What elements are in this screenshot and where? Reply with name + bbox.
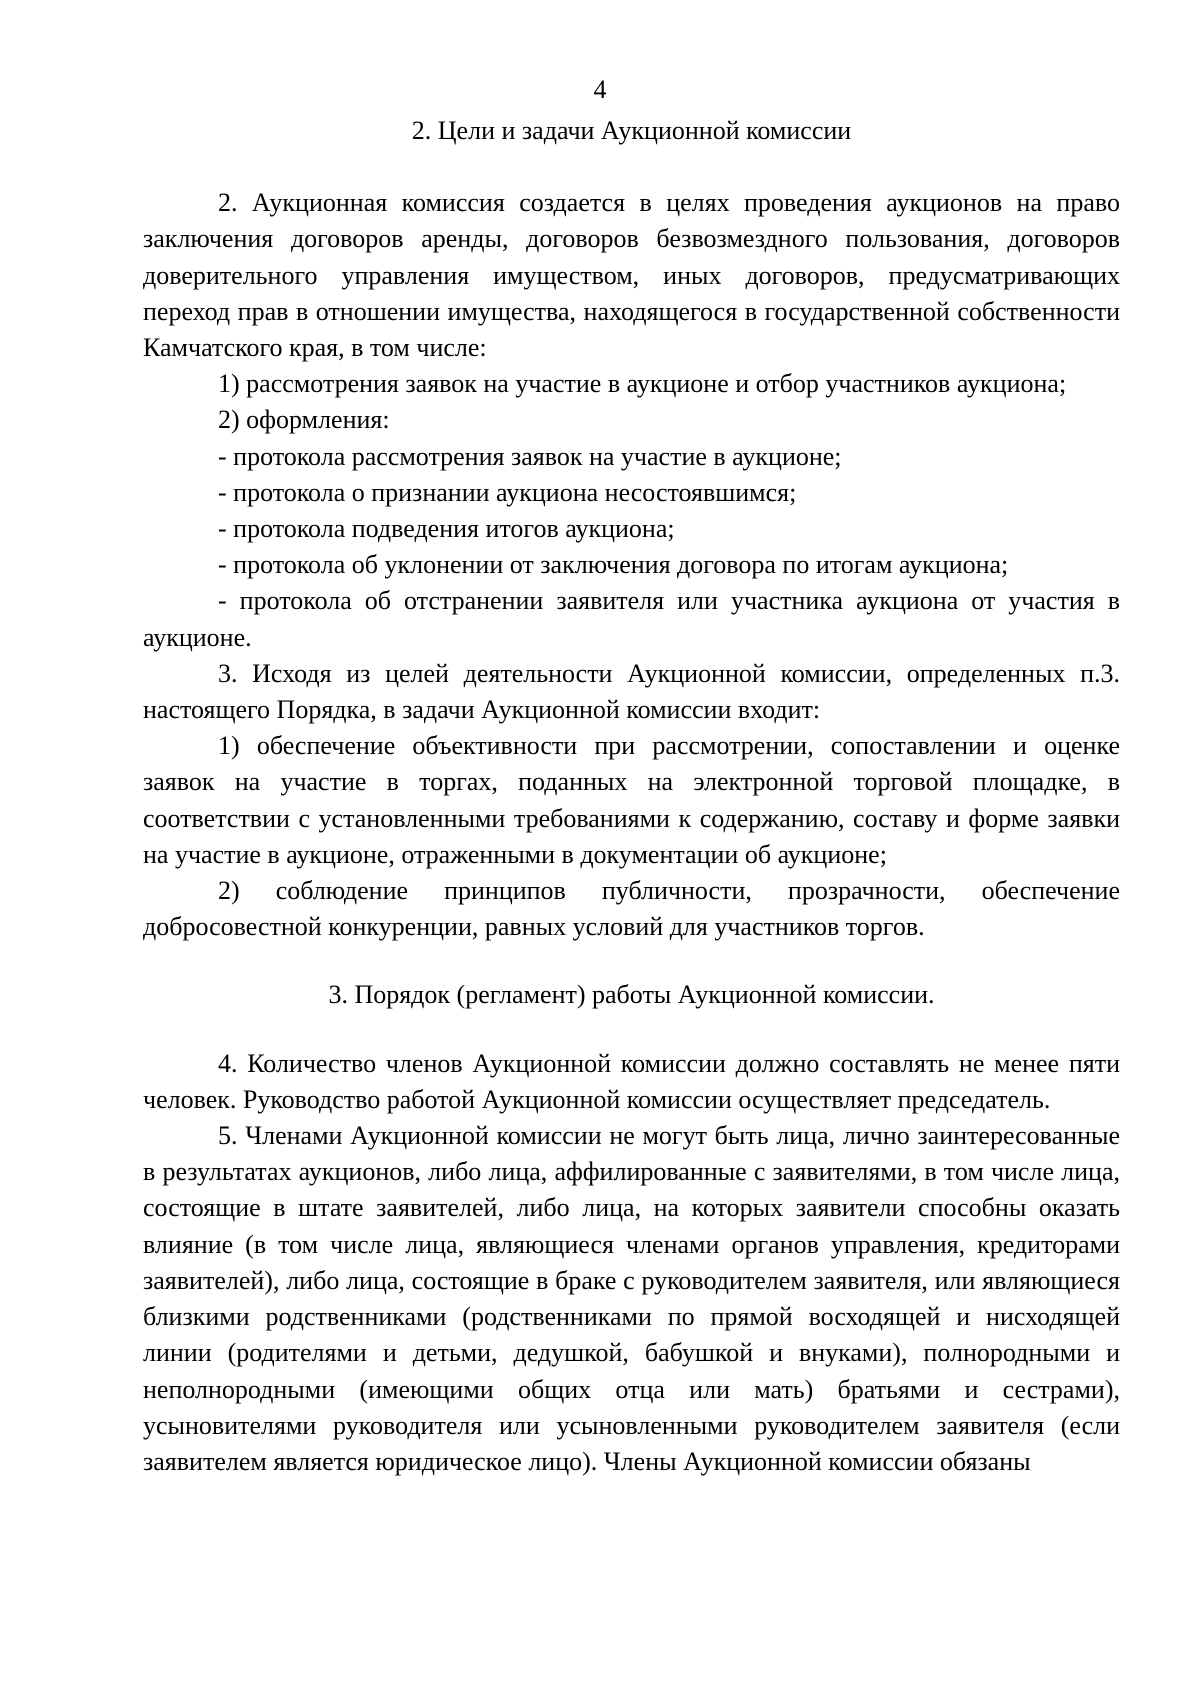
protocol-item-2: - протокола о признании аукциона несостоявшимся; (218, 477, 797, 507)
protocol-item-4: - протокола об уклонении от заключения договора по итогам аукциона; (218, 550, 1009, 580)
page-number: 4 (593, 75, 607, 104)
task-item-2: 2) соблюдение принципов публичности, прозрачности, обеспечение добросовестной конкуренции, равных условий для участников торгов. (143, 876, 1120, 942)
list-item-1: 1) рассмотрения заявок на участие в аукционе и отбор участников аукциона; (218, 369, 1067, 399)
protocol-item-1: - протокола рассмотрения заявок на участие в аукционе; (218, 441, 842, 471)
task-item-1: 1) обеспечение объективности при рассмотрении, сопоставлении и оценке заявок на участие в торгах, поданных на электронной торговой площадке, в соответствии с установленными требованиями к содержанию, составу и форме заявки на участие в аукционе, отраженными в документации об аукционе; (143, 731, 1120, 869)
paragraph-3: 3. Исходя из целей деятельности Аукционной комиссии, определенных п.3. настоящего Порядка, в задачи Аукционной комиссии входит: (143, 658, 1120, 725)
protocol-item-5: - протокола об отстранении заявителя или участника аукциона от участия в аукционе. (143, 586, 1120, 652)
list-item-2: 2) оформления: (218, 405, 390, 435)
paragraph-5: 5. Членами Аукционной комиссии не могут быть лица, лично заинтересованные в результатах аукционов, либо лица, аффилированные с заявителями, в том числе лица, состоящие в штате заявителей, либо лица, на которых заявители способны оказать влияние (в том числе лица, являющиеся членами органов управления, кредиторами заявителей), либо лица, состоящие в браке с руководителем заявителя, или являющиеся близкими родственниками (родственниками по прямой восходящей и нисходящей линии (родителями и детьми, дедушкой, бабушкой и внуками), полнородными и неполнородными (имеющими общих отца или мать) братьями и сестрами), усыновителями руководителя или усыновленными руководителем заявителя (если заявителем является юридическое лицо). Члены Аукционной комиссии обязаны (143, 1121, 1120, 1476)
paragraph-4: 4. Количество членов Аукционной комиссии должно составлять не менее пяти человек. Руководство работой Аукционной комиссии осуществляет председатель. (143, 1048, 1120, 1114)
paragraph-2: 2. Аукционная комиссия создается в целях проведения аукционов на право заключения договоров аренды, договоров безвозмездного пользования, договоров доверительного управления имуществом, иных договоров, предусматривающих переход прав в отношении имущества, находящегося в государственной собственности Камчатского края, в том числе: (143, 188, 1120, 363)
protocol-item-3: - протокола подведения итогов аукциона; (218, 514, 675, 544)
document-body (143, 113, 1120, 1480)
section-3-heading: 3. Порядок (регламент) работы Аукционной комиссии. (328, 980, 935, 1010)
section-2-heading: 2. Цели и задачи Аукционной комиссии (411, 116, 852, 145)
